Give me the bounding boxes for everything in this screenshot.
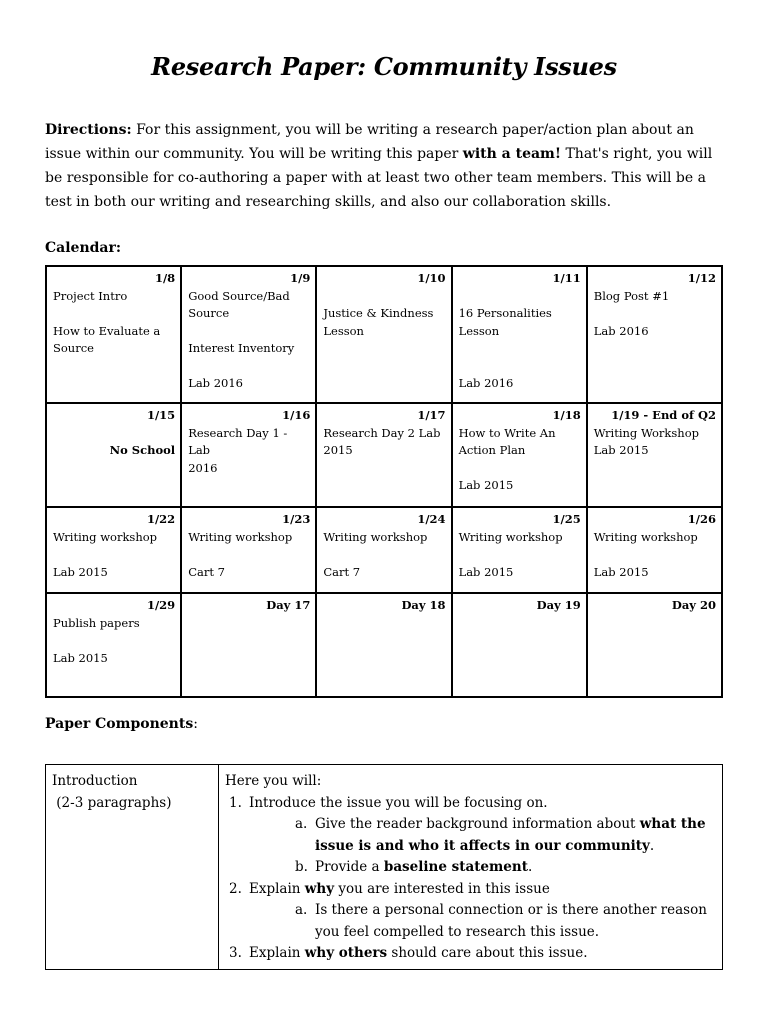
calendar-entry: Blog Post #1 [593,288,670,303]
directions-paragraph [45,118,725,214]
calendar-entry: 16 Personalities [458,306,552,320]
calendar-date: 1/19 - End of Q2 [611,408,716,422]
calendar-entry: No School [109,443,176,457]
list-text: Introduce the issue you will be focusing on. [249,794,548,811]
calendar-entry [53,425,175,443]
list-item [225,793,716,815]
calendar-entry: Action Plan [458,443,526,457]
calendar-entry [459,358,581,376]
list-text: . [527,859,533,875]
calendar-entry: 2016 [188,460,218,475]
calendar-date: Day 19 [536,598,581,612]
calendar-entry [188,323,310,341]
calendar-entry: Writing Workshop [593,425,699,440]
list-number: 3. [229,945,242,961]
calendar-date: Day 18 [401,598,446,612]
calendar-entry [459,288,581,306]
calendar-row [46,403,722,507]
calendar-date: 1/26 [687,512,716,526]
calendar-date: 1/11 [552,271,581,285]
calendar-date: 1/29 [146,598,176,612]
calendar-entry: How to Write An [458,425,556,440]
calendar-cell [587,403,722,507]
calendar-date: 1/22 [146,512,176,526]
list-text: Give the reader background information about [315,816,640,832]
calendar-entry: Research Day 2 Lab [323,425,441,440]
calendar-date: 1/15 [146,408,176,422]
calendar-cell [316,403,451,507]
list-text: should care about this issue. [387,945,588,961]
component-length: (2-3 paragraphs) [52,794,172,811]
component-lead: Here you will: [225,773,322,789]
calendar-entry: Lab 2016 [188,376,243,390]
list-bold-text: why others [304,945,388,961]
calendar-entry: Lab 2015 [593,443,649,457]
calendar-cell [316,266,451,403]
list-text: Explain [249,880,305,897]
calendar-cell [181,266,316,403]
calendar-cell [46,507,181,593]
calendar-date: 1/16 [282,408,311,422]
list-bold-text: what the issue is and who it affects in our community [315,816,706,854]
calendar-entry: Lab 2015 [458,564,514,579]
calendar-entry [459,460,581,478]
calendar-entry [188,358,310,376]
calendar-entry [323,288,445,306]
calendar-cell [452,507,587,593]
calendar-entry: Good Source/Bad [188,288,290,303]
list-number: 1. [229,794,242,811]
list-item [225,943,716,965]
list-text: . [649,837,655,854]
calendar-entry: Writing workshop [458,529,563,544]
component-name-cell [46,765,219,970]
calendar-row [46,507,722,593]
calendar-entry [323,546,445,564]
calendar-date: 1/25 [552,512,581,526]
calendar-entry [53,546,175,564]
calendar-entry: Lab 2016 [593,323,649,338]
list-letter: a. [295,902,308,918]
calendar-entry [459,546,581,564]
calendar-cell [46,593,181,697]
directions-text-2: That's right, you will be responsible for co-authoring a paper with at least two other team members. This will be a test in both our writing and researching skills, and also our collaboration skills. [45,146,713,210]
calendar-entry: Lab 2015 [458,478,514,492]
calendar-entry: Lab 2015 [593,564,649,579]
calendar-entry: Project Intro [53,288,128,303]
list-bold-text: baseline statement [383,859,528,875]
calendar-date: 1/17 [417,408,446,422]
calendar-entry: Writing workshop [53,529,158,544]
calendar-entry [53,632,175,650]
list-text: you are interested in this issue [334,880,550,897]
calendar-entry: Cart 7 [323,564,361,579]
calendar-entry: Justice & Kindness [323,306,434,320]
calendar-date: 1/9 [290,271,311,285]
components-label-text: Paper Components [45,716,194,732]
calendar-cell [587,507,722,593]
list-text: Provide a [315,859,384,875]
calendar-entry: Writing workshop [323,529,428,544]
directions-label: Directions: [45,122,132,138]
calendar-entry: Lesson [458,323,500,338]
calendar-entry: Research Day 1 - Lab [188,425,288,457]
calendar-row [46,593,722,697]
list-item [225,857,716,879]
calendar-label: Calendar: [45,240,122,256]
calendar-entry: Source [53,341,94,355]
calendar-cell [316,507,451,593]
components-label [45,716,198,732]
calendar-entry: Lesson [323,323,364,338]
calendar-date: 1/23 [282,512,311,526]
calendar-entry [594,546,716,564]
list-text: Explain [249,945,305,961]
component-description-cell [219,765,723,970]
calendar-cell [452,593,587,697]
calendar-entry [459,340,581,358]
calendar-date: Day 20 [671,598,716,612]
calendar-entry: Publish papers [53,615,140,630]
calendar-entry: Writing workshop [188,529,293,544]
calendar-entry: Cart 7 [188,564,225,579]
calendar-entry: Interest Inventory [188,341,295,355]
list-item [225,814,716,857]
calendar-cell [181,593,316,697]
list-text: Is there a personal connection or is there another reason you feel compelled to research this issue. [315,902,707,940]
component-name: Introduction [52,773,138,789]
component-row-introduction [46,765,723,970]
calendar-cell [46,403,181,507]
list-item [225,900,716,943]
calendar-date: 1/12 [687,271,716,285]
list-letter: b. [295,859,308,875]
calendar-date: 1/8 [154,271,176,285]
list-letter: a. [295,816,308,832]
calendar-cell [587,593,722,697]
calendar-entry: Writing workshop [593,529,698,544]
page-title: Research Paper: Community Issues [151,52,617,81]
components-table [45,764,723,970]
calendar-date: 1/18 [552,408,581,422]
calendar-date: 1/24 [417,512,446,526]
calendar-cell [46,266,181,403]
list-number: 2. [229,880,242,897]
calendar-row [46,266,722,403]
calendar-entry: Lab 2016 [458,376,514,390]
calendar-entry: How to Evaluate a [53,323,161,338]
calendar-cell [316,593,451,697]
list-bold-text: why [304,880,335,897]
calendar-cell [181,507,316,593]
directions-text-1: For this assignment, you will be writing a research paper/action plan about an issue within our community. You will be writing this paper [45,122,694,162]
calendar-cell [587,266,722,403]
calendar-cell [452,403,587,507]
calendar-entry: Lab 2015 [53,564,108,579]
calendar-date: 1/10 [417,271,446,285]
calendar-cell [452,266,587,403]
calendar-entry: Lab 2015 [53,650,108,665]
calendar-entry [53,305,175,323]
calendar-entry [594,305,716,323]
components-label-colon: : [193,716,198,732]
calendar-cell [181,403,316,507]
directions-bold-1: with a team! [462,146,562,162]
calendar-date: Day 17 [266,598,311,612]
calendar-entry: 2015 [323,443,353,457]
list-item [225,879,716,901]
calendar-entry: Source [188,306,230,320]
calendar-entry [188,546,310,564]
calendar-table [45,265,723,698]
